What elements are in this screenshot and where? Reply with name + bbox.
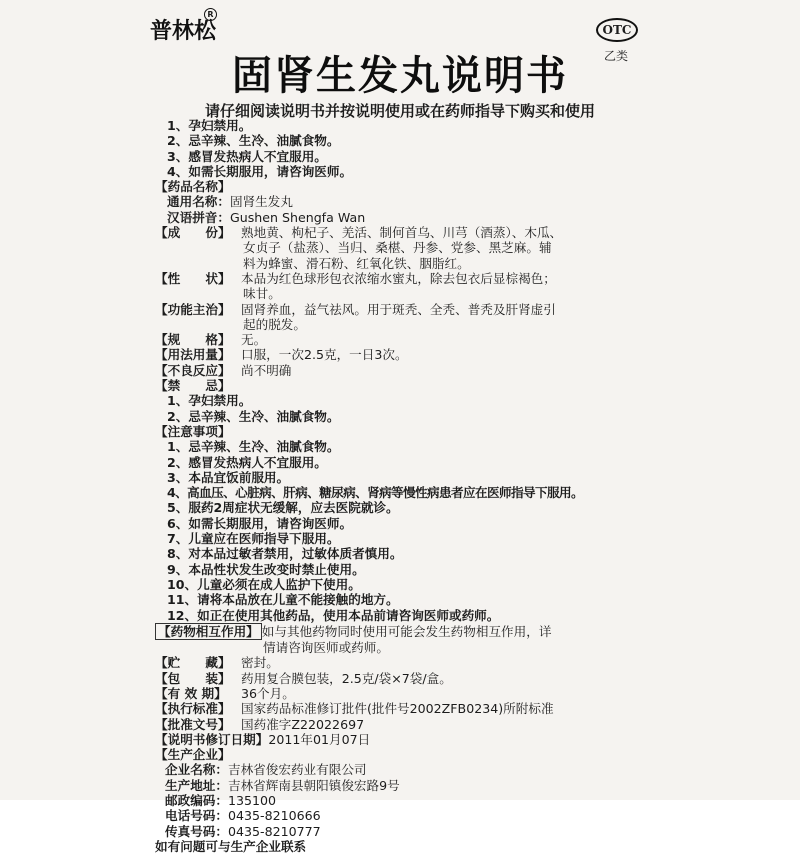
ingredients-line: 料为蜂蜜、滑石粉、红氧化铁、胭脂红。	[243, 255, 470, 271]
section-label: 【贮 藏】	[155, 655, 231, 671]
contraindications-section	[155, 378, 655, 424]
pinyin-value: Gushen Shengfa Wan	[229, 209, 366, 225]
precaution-item: 7、儿童应在医师指导下服用。	[167, 531, 340, 547]
manufacturer-row	[155, 793, 655, 808]
manufacturer-key: 企业名称：	[165, 762, 228, 778]
otc-badge: OTC	[596, 18, 638, 42]
revision-value: 2011年01月07日	[268, 731, 371, 747]
properties-line: 本品为红色球形包衣浓缩水蜜丸，除去包衣后显棕褐色；	[241, 270, 556, 286]
manufacturer-row	[155, 824, 655, 839]
interactions-line: 如与其他药物同时使用可能会发生药物相互作用，详	[261, 623, 552, 639]
drug-name-section	[155, 179, 655, 225]
contraindication-item: 2、忌辛辣、生冷、油腻食物。	[167, 408, 340, 424]
manufacturer-key: 邮政编码：	[165, 793, 228, 809]
manufacturer-key: 电话号码：	[165, 808, 228, 824]
package-row	[155, 671, 655, 686]
validity-value: 36个月。	[241, 685, 295, 701]
precaution-item: 6、如需长期服用，请咨询医师。	[167, 515, 353, 531]
manufacturer-row	[155, 778, 655, 793]
properties-line: 味甘。	[243, 286, 281, 302]
spec-row	[155, 332, 655, 347]
section-label: 【有 效 期】	[155, 685, 227, 701]
manufacturer-row	[155, 808, 655, 823]
common-name-value: 固肾生发丸	[229, 194, 293, 210]
section-label: 【包 装】	[155, 670, 231, 686]
indications-section	[155, 302, 655, 333]
section-label: 【成 份】	[155, 225, 231, 241]
ingredients-line: 熟地黄、枸杞子、羌活、制何首乌、川芎（酒蒸）、木瓜、	[241, 225, 563, 241]
manufacturer-key: 传真号码：	[165, 823, 228, 839]
warning-item: 3、感冒发热病人不宜服用。	[167, 148, 327, 164]
section-label: 【功能主治】	[155, 301, 231, 317]
interactions-section	[155, 623, 655, 656]
storage-value: 密封。	[241, 655, 279, 671]
section-label: 【执行标准】	[155, 701, 231, 717]
registered-mark-icon: R	[204, 8, 217, 21]
precaution-item: 2、感冒发热病人不宜服用。	[167, 454, 327, 470]
manufacturer-value: 0435-8210666	[227, 808, 321, 824]
standard-value: 国家药品标准修订批件(批件号2002ZFB0234)所附标准	[241, 701, 554, 717]
precaution-item: 12、如正在使用其他药品，使用本品前请咨询医师或药师。	[167, 607, 500, 623]
manufacturer-value: 吉林省辉南县朝阳镇俊宏路9号	[227, 777, 400, 793]
approval-row	[155, 717, 655, 732]
manufacturer-section	[155, 747, 655, 839]
brand-logo: 普林松	[150, 19, 217, 44]
precaution-item: 1、忌辛辣、生冷、油腻食物。	[167, 439, 340, 455]
manufacturer-key: 生产地址：	[165, 777, 228, 793]
precaution-item: 4、高血压、心脏病、肝病、糖尿病、肾病等慢性病患者应在医师指导下服用。	[167, 485, 583, 501]
manufacturer-value: 0435-8210777	[227, 823, 321, 839]
section-label: 【药品名称】	[155, 179, 231, 195]
section-label: 【注意事项】	[155, 423, 231, 439]
interactions-line: 情请咨询医师或药师。	[263, 640, 389, 656]
standard-row	[155, 701, 655, 716]
section-label: 【禁 忌】	[155, 378, 231, 394]
page-subtitle: 请仔细阅读说明书并按说明使用或在药师指导下购买和使用	[204, 102, 595, 120]
spec-value: 无。	[241, 332, 267, 348]
adverse-row	[155, 363, 655, 378]
manufacturer-row	[155, 762, 655, 777]
common-name-label: 通用名称：	[167, 194, 230, 210]
section-label: 【生产企业】	[155, 747, 231, 763]
section-label: 【不良反应】	[155, 362, 231, 378]
leaflet-body	[155, 118, 655, 854]
section-label: 【说明书修订日期】	[155, 731, 269, 747]
approval-value: 国药准字Z22022697	[241, 716, 365, 732]
precaution-item: 11、请将本品放在儿童不能接触的地方。	[167, 592, 399, 608]
section-label: 【用法用量】	[155, 347, 231, 363]
page-title: 固肾生发丸说明书	[232, 53, 568, 99]
manufacturer-value: 吉林省俊宏药业有限公司	[227, 762, 367, 778]
warning-item: 2、忌辛辣、生冷、油腻食物。	[167, 133, 340, 149]
package-value: 药用复合膜包装，2.5克/袋×7袋/盒。	[241, 670, 452, 686]
pinyin-label: 汉语拼音：	[167, 209, 230, 225]
ingredients-section	[155, 225, 655, 271]
ingredients-line: 女贞子（盐蒸）、当归、桑椹、丹参、党参、黑芝麻。辅	[243, 240, 552, 256]
precaution-item: 10、儿童必须在成人监护下使用。	[167, 576, 361, 592]
dosage-value: 口服，一次2.5克，一日3次。	[241, 347, 408, 363]
indications-line: 起的脱发。	[243, 316, 306, 332]
revision-row	[155, 732, 655, 747]
properties-section	[155, 271, 655, 302]
warning-item: 4、如需长期服用，请咨询医师。	[167, 163, 353, 179]
section-label: 【性 状】	[155, 270, 231, 286]
contraindication-item: 1、孕妇禁用。	[167, 393, 252, 409]
footer-note: 如有问题可与生产企业联系	[155, 838, 307, 854]
manufacturer-value: 135100	[227, 793, 277, 809]
warning-list	[155, 118, 655, 179]
section-label: 【批准文号】	[155, 716, 231, 732]
indications-line: 固肾养血，益气祛风。用于斑秃、全秃、普秃及肝肾虚引	[241, 301, 556, 317]
otc-class: 乙类	[604, 49, 629, 63]
precaution-item: 8、对本品过敏者禁用，过敏体质者慎用。	[167, 546, 403, 562]
validity-row	[155, 686, 655, 701]
section-label: 【药物相互作用】	[155, 623, 262, 640]
section-label: 【规 格】	[155, 332, 231, 348]
warning-item: 1、孕妇禁用。	[167, 118, 252, 133]
precaution-item: 9、本品性状发生改变时禁止使用。	[167, 561, 365, 577]
adverse-value: 尚不明确	[241, 362, 292, 378]
precaution-item: 5、服药2周症状无缓解，应去医院就诊。	[167, 500, 399, 516]
precautions-section	[155, 424, 655, 623]
storage-row	[155, 655, 655, 670]
dosage-row	[155, 347, 655, 362]
precaution-item: 3、本品宜饭前服用。	[167, 469, 290, 485]
